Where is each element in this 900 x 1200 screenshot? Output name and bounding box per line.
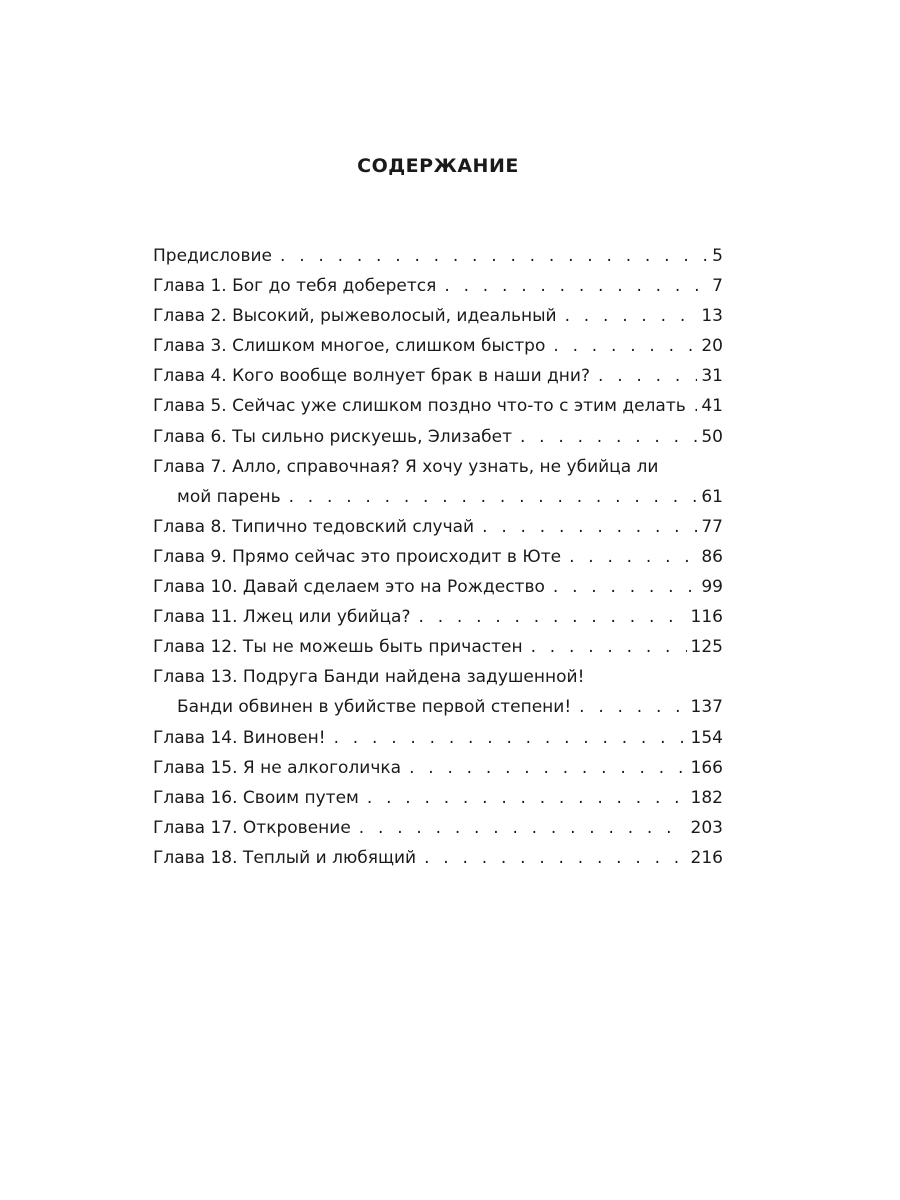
toc-entry-label-continued: Банди обвинен в убийстве первой степени! [177, 697, 572, 718]
toc-entry-label: Глава 9. Прямо сейчас это происходит в Юте [153, 546, 562, 567]
toc-entry-label: Глава 6. Ты сильно рискуешь, Элизабет [153, 426, 512, 447]
toc-entry-preface[interactable] [153, 241, 723, 271]
toc-entry-chapter-1[interactable] [153, 271, 723, 301]
toc-entry-chapter-7-line1[interactable] [153, 452, 723, 482]
toc-entry-page: 13 [701, 306, 723, 327]
toc-entry-page: 182 [690, 787, 723, 808]
toc-entry-page: 166 [690, 757, 723, 778]
toc-entry-page: 125 [690, 637, 723, 658]
dot-leader [418, 602, 686, 632]
toc-entry-page: 5 [712, 246, 723, 266]
toc-entry-label: Глава 1. Бог до тебя доберется [153, 276, 437, 297]
toc-entry-label: Глава 4. Кого вообще волнует брак в наши дни? [153, 366, 590, 387]
dot-leader [409, 753, 686, 783]
table-of-contents [153, 241, 723, 873]
toc-entry-chapter-12[interactable] [153, 632, 723, 662]
toc-entry-chapter-10[interactable] [153, 572, 723, 602]
dot-leader [424, 843, 686, 873]
toc-entry-label: Глава 14. Виновен! [153, 727, 326, 748]
toc-entry-chapter-14[interactable] [153, 723, 723, 753]
toc-entry-label-continued: мой парень [177, 486, 281, 507]
toc-entry-label: Глава 13. Подруга Банди найдена задушенной! [153, 667, 585, 688]
dot-leader [553, 331, 697, 361]
dot-leader [553, 572, 697, 602]
toc-title: СОДЕРЖАНИЕ [357, 155, 519, 177]
toc-entry-page: 41 [701, 396, 723, 417]
toc-entry-page: 116 [690, 607, 723, 628]
toc-entry-page: 99 [701, 577, 723, 598]
toc-entry-chapter-8[interactable] [153, 512, 723, 542]
toc-entry-page: 61 [701, 486, 723, 507]
toc-entry-chapter-13-line1[interactable] [153, 662, 723, 692]
toc-entry-page: 7 [712, 276, 723, 297]
dot-leader [280, 241, 708, 271]
toc-entry-chapter-11[interactable] [153, 602, 723, 632]
toc-entry-chapter-5[interactable] [153, 391, 723, 421]
dot-leader [579, 692, 686, 722]
toc-entry-label: Предисловие [153, 246, 272, 266]
toc-entry-chapter-9[interactable] [153, 542, 723, 572]
toc-entry-chapter-2[interactable] [153, 301, 723, 331]
toc-entry-page: 77 [701, 516, 723, 537]
toc-entry-label: Глава 3. Слишком многое, слишком быстро [153, 336, 546, 357]
dot-leader [444, 271, 708, 301]
toc-entry-page: 86 [701, 546, 723, 567]
toc-entry-page: 203 [690, 817, 723, 838]
toc-entry-chapter-4[interactable] [153, 361, 723, 391]
dot-leader [694, 391, 698, 421]
dot-leader [520, 422, 697, 452]
toc-entry-label: Глава 8. Типично тедовский случай [153, 516, 475, 537]
toc-entry-chapter-13-line2[interactable] [153, 692, 723, 722]
toc-entry-label: Глава 2. Высокий, рыжеволосый, идеальный [153, 306, 557, 327]
toc-entry-page: 31 [701, 366, 723, 387]
dot-leader [334, 723, 687, 753]
toc-entry-label: Глава 15. Я не алкоголичка [153, 757, 402, 778]
toc-entry-chapter-6[interactable] [153, 422, 723, 452]
dot-leader [482, 512, 697, 542]
toc-entry-page: 137 [690, 697, 723, 718]
toc-entry-chapter-18[interactable] [153, 843, 723, 873]
toc-entry-chapter-16[interactable] [153, 783, 723, 813]
dot-leader [367, 783, 687, 813]
dot-leader [565, 301, 698, 331]
toc-entry-label: Глава 5. Сейчас уже слишком поздно что-то с этим делать [153, 396, 686, 417]
toc-entry-label: Глава 10. Давай сделаем это на Рождество [153, 577, 545, 598]
toc-entry-chapter-15[interactable] [153, 753, 723, 783]
toc-entry-chapter-7-line2[interactable] [153, 482, 723, 512]
toc-entry-page: 154 [690, 727, 723, 748]
toc-entry-page: 50 [701, 426, 723, 447]
toc-entry-label: Глава 17. Откровение [153, 817, 351, 838]
toc-entry-page: 20 [701, 336, 723, 357]
toc-entry-label: Глава 16. Своим путем [153, 787, 359, 808]
toc-entry-page: 216 [690, 847, 723, 868]
dot-leader [531, 632, 687, 662]
dot-leader [359, 813, 687, 843]
toc-entry-label: Глава 7. Алло, справочная? Я хочу узнать, не убийца ли [153, 456, 659, 477]
dot-leader [598, 361, 697, 391]
toc-entry-chapter-17[interactable] [153, 813, 723, 843]
toc-entry-chapter-3[interactable] [153, 331, 723, 361]
toc-entry-label: Глава 11. Лжец или убийца? [153, 607, 411, 628]
toc-entry-label: Глава 18. Теплый и любящий [153, 847, 417, 868]
toc-entry-label: Глава 12. Ты не можешь быть причастен [153, 637, 523, 658]
dot-leader [289, 482, 698, 512]
dot-leader [569, 542, 697, 572]
